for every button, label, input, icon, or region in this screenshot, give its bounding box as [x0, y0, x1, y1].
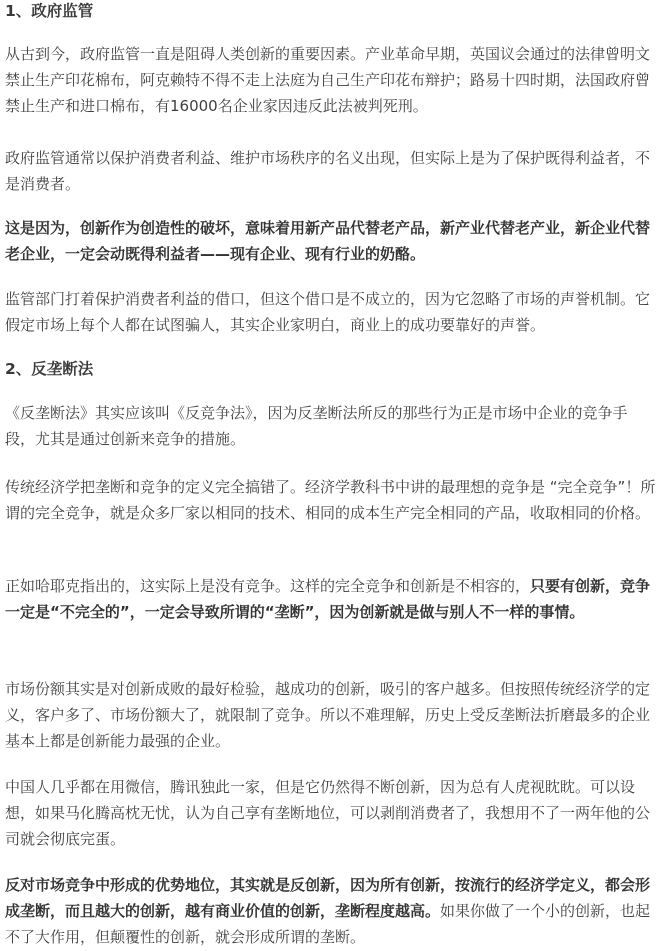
paragraph: 政府监管通常以保护消费者利益、维护市场秩序的名义出现，但实际上是为了保护既得利益者，不是消费者。 [5, 149, 651, 193]
paragraph-bold-text: 只要有创新，竞争一定是“不完全的”，一定会导致所谓的“垄断”，因为创新就是做与别人不一样的事情。 [5, 577, 651, 621]
mixed-paragraph [5, 573, 657, 625]
bold-paragraph: 这是因为，创新作为创造性的破坏，意味着用新产品代替老产品，新产业代替老产业，新企业代替老企业，一定会动既得利益者——现有企业、现有行业的奶酪。 [5, 219, 651, 263]
paragraph: 市场份额其实是对创新成败的最好检验，越成功的创新，吸引的客户越多。但按照传统经济学的定义，客户多了、市场份额大了，就限制了竞争。所以不难理解，历史上受反垄断法折磨最多的企业基本上都是创新能力最强的企业。 [5, 680, 651, 750]
paragraph: 中国人几乎都在用微信，腾讯独此一家，但是它仍然得不断创新，因为总有人虎视眈眈。可以设想，如果马化腾高枕无忧，认为自己享有垄断地位，可以剥削消费者了，我想用不了一两年他的公司就会彻底完蛋。 [5, 778, 651, 848]
paragraph: 从古到今，政府监管一直是阻碍人类创新的重要因素。产业革命早期，英国议会通过的法律曾明文禁止生产印花棉布，阿克赖特不得不走上法庭为自己生产印花布辩护；路易十四时期，法国政府曾禁止生产和进口棉布，有16000名企业家因违反此法被判死刑。 [5, 45, 651, 115]
paragraph-text: 如果你做了一个小的创新，也起不了大作用，但颠覆性的创新，就会形成所谓的垄断。 [5, 902, 651, 946]
paragraph: 《反垄断法》其实应该叫《反竞争法》，因为反垄断法所反的那些行为正是市场中企业的竞争手段，尤其是通过创新来竞争的措施。 [5, 404, 628, 448]
section-heading-antitrust-law: 2、反垄断法 [5, 360, 94, 378]
mixed-paragraph [5, 872, 657, 950]
paragraph-bold-text: 反对市场竞争中形成的优势地位，其实就是反创新，因为所有创新，按流行的经济学定义，都会形成垄断，而且越大的创新，越有商业价值的创新，垄断程度越高。 [5, 876, 651, 920]
paragraph: 传统经济学把垄断和竞争的定义完全搞错了。经济学教科书中讲的最理想的竞争是 “完全竞争”！所谓的完全竞争，就是众多厂家以相同的技术、相同的成本生产完全相同的产品，收取相同的价格。 [5, 478, 656, 522]
paragraph: 监管部门打着保护消费者利益的借口，但这个借口是不成立的，因为它忽略了市场的声誉机制。它假定市场上每个人都在试图骗人，其实企业家明白，商业上的成功要靠好的声誉。 [5, 290, 651, 334]
paragraph-text: 正如哈耶克指出的，这实际上是没有竞争。这样的完全竞争和创新是不相容的， [5, 577, 531, 595]
section-heading-government-regulation: 1、政府监管 [5, 2, 94, 20]
